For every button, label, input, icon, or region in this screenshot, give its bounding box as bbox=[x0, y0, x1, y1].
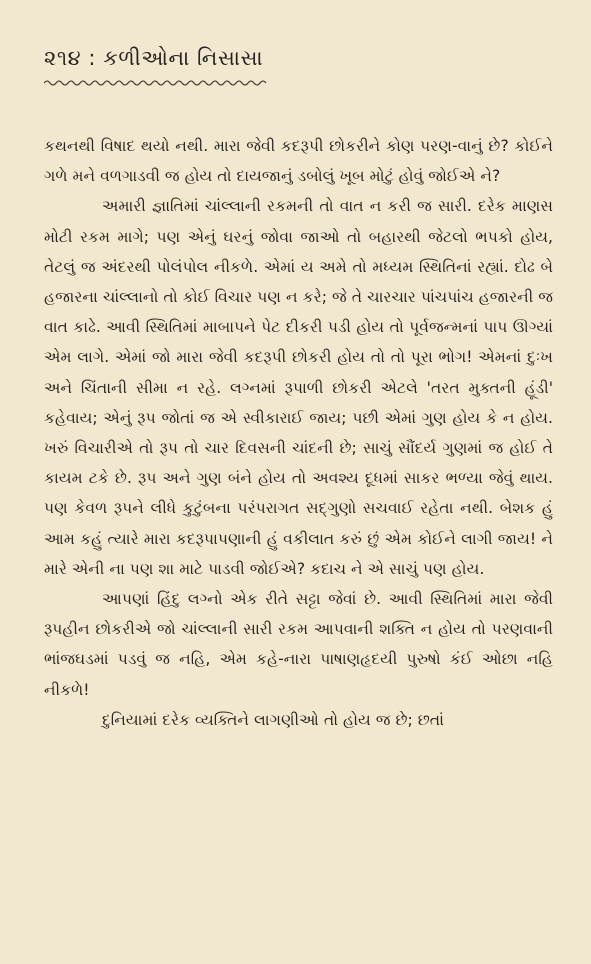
header-separator: : bbox=[88, 46, 96, 70]
paragraph: કથનથી વિષાદ થયો નથી. મારા જેવી કદરૂપી છોકરીને કોણ પરણ-વાનું છે? કોઈને ગળે મને વળગાડવી જ હોય તો દાયજાનું ડબોલું ખૂબ મોટું હોવું જોઈએ ને? bbox=[44, 137, 553, 186]
body-text bbox=[44, 131, 553, 735]
paragraph: આપણાં હિંદુ લગ્નો એક રીતે સટ્ટા જેવાં છે. આવી સ્થિતિમાં મારા જેવી રૂપહીન છોકરીએ જો ચાંલ્લાની સારી રકમ આપવાની શક્તિ ન હોય તો પરણવાની ભાંજઘડમાં પડવું જ નહિ, એમ કહે-નારા પાષાણહૃદયી પુરુષો કંઈ ઓછા નહિ નીકળે! bbox=[44, 590, 553, 699]
wavy-rule-ornament bbox=[44, 79, 269, 87]
page-number: ૨૧૪ bbox=[44, 46, 82, 70]
running-header bbox=[44, 44, 553, 72]
paragraph: દુનિયામાં દરેક વ્યક્તિને લાગણીઓ તો હોય જ છે; છતાં bbox=[102, 710, 444, 729]
book-title: કળીઓના નિસાસા bbox=[103, 46, 264, 70]
paragraph: અમારી જ્ઞાતિમાં ચાંલ્લાની રકમની તો વાત ન કરી જ સારી. દરેક માણસ મોટી રકમ માગે; પણ એનું ઘરનું જોવા જાઓ તો બહારથી જેટલો ભપકો હોય, તેટલું જ અંદરથી પોલંપોલ નીકળે. એમાં ય અમે તો મધ્યમ સ્થિતિનાં રહ્યાં. દોઢ બે હજારના ચાંલ્લાનો તો કોઈ વિચાર પણ ન કરે; જે તે ચારચાર પાંચપાંચ હજારની જ વાત કાઢે. આવી સ્થિતિમાં માબાપને પેટ દીકરી પડી હોય તો પૂર્વજન્મનાં પાપ ઊગ્યાં એમ લાગે. એમાં જો મારા જેવી કદરૂપી છોકરી હોય તો તો પૂરા ભોગ! એમનાં દુઃખ અને ચિંતાની સીમા ન રહે. લગ્નમાં રૂપાળી છોકરી એટલે 'તરત મુક્તની હૂંડી' કહેવાય; એનું રૂપ જોતાં જ એ સ્વીકારાઈ જાય; પછી એમાં ગુણ હોય કે ન હોય. ખરું વિચારીએ તો રૂપ તો ચાર દિવસની ચાંદની છે; સાચું સૌંદર્ય ગુણમાં જ હોઈ તે કાયમ ટકે છે. રૂપ અને ગુણ બંને હોય તો અવશ્ય દૂધમાં સાકર ભળ્યા જેવું થાય. પણ કેવળ રૂપને લીધે કુટુંબના પરંપરાગત સદ્ગુણો સચવાઈ રહેતા નથી. બેશક હું આમ કહું ત્યારે મારા કદરૂપાપણાની હું વકીલાત કરું છું એમ કોઈને લાગી જાય! ને મારે એની ના પણ શા માટે પાડવી જોઈએ? કદાચ ને એ સાચું પણ હોય. bbox=[44, 197, 553, 578]
